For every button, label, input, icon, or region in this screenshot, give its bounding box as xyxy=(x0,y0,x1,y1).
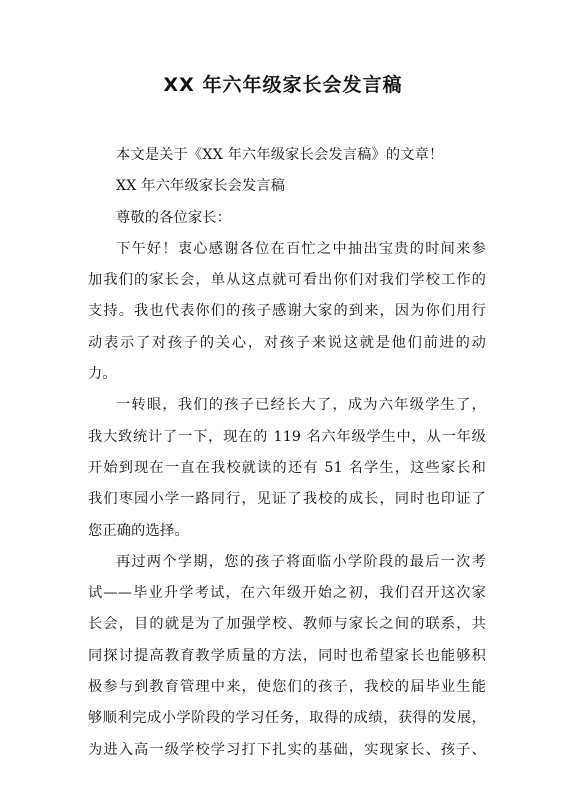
paragraph-line: 试——毕业升学考试，在六年级开始之初，我们召开这次家 xyxy=(88,585,486,602)
paragraph-line: 够顺利完成小学阶段的学习任务，取得的成绩，获得的发展， xyxy=(88,710,486,727)
paragraph-line: 加我们的家长会，单从这点就可看出你们对我们学校工作的 xyxy=(88,272,486,289)
paragraph-line: 我大致统计了一下，现在的 119 名六年级学生中，从一年级 xyxy=(88,428,486,445)
document-title: XX 年六年级家长会发言稿 xyxy=(163,74,403,96)
paragraph-line: 长会，目的就是为了加强学校、教师与家长之间的联系，共 xyxy=(88,616,486,633)
paragraph-line: 极参与到教育管理中来，使您们的孩子，我校的届毕业生能 xyxy=(88,679,486,696)
paragraph-line: 动表示了对孩子的关心，对孩子来说这就是他们前进的动 xyxy=(88,334,486,351)
paragraph-line: 一转眼，我们的孩子已经长大了，成为六年级学生了， xyxy=(116,397,486,414)
paragraph-line: 您正确的选择。 xyxy=(88,522,189,539)
paragraph-line: 我们枣园小学一路同行，见证了我校的成长，同时也印证了 xyxy=(88,491,486,508)
paragraph-line: 开始到现在一直在我校就读的还有 51 名学生，这些家长和 xyxy=(88,459,486,476)
paragraph-line: 下午好！衷心感谢各位在百忙之中抽出宝贵的时间来参 xyxy=(116,240,486,257)
paragraph-line: XX 年六年级家长会发言稿 xyxy=(116,178,286,195)
paragraph-line: 同探讨提高教育教学质量的方法，同时也希望家长也能够积 xyxy=(88,647,486,664)
paragraph-line: 支持。我也代表你们的孩子感谢大家的到来，因为你们用行 xyxy=(88,303,486,320)
paragraph-line: 本文是关于《XX 年六年级家长会发言稿》的文章！ xyxy=(116,147,444,163)
paragraph-line: 再过两个学期，您的孩子将面临小学阶段的最后一次考 xyxy=(116,553,486,570)
document-body xyxy=(88,140,486,766)
paragraph-line: 尊敬的各位家长： xyxy=(116,209,232,226)
paragraph-line: 力。 xyxy=(88,366,117,383)
paragraph-line: 为进入高一级学校学习打下扎实的基础，实现家长、孩子、 xyxy=(88,741,486,758)
